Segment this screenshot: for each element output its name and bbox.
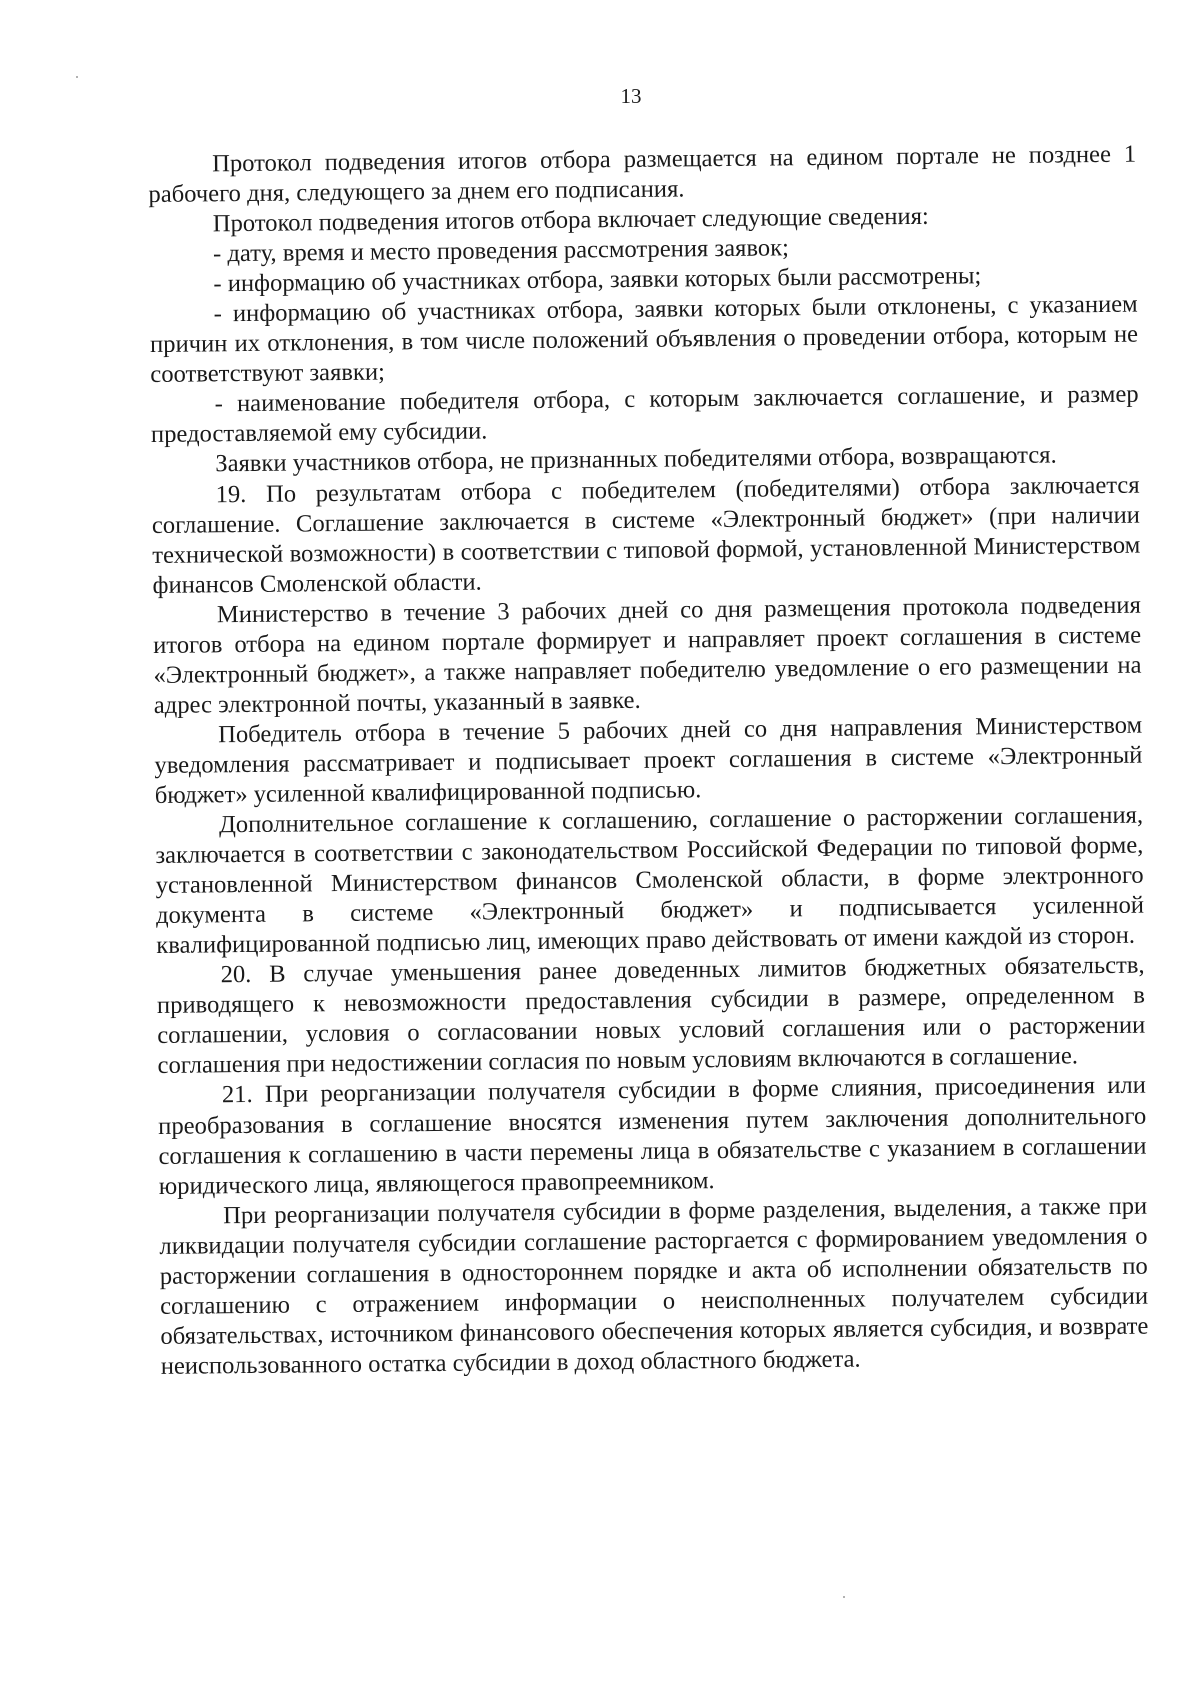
list-item: - информацию об участниках отбора, заявки которых были рассмотрены; — [213, 262, 982, 298]
clause-19: 19. По результатам отбора с победителем (победителями) отбора заключается соглашение. Соглашение заключается в системе «Электронный бюджет» (при наличии технической возможности) в соответствии с типовой формой, установленной Министерством финансов Смоленской области. — [151, 471, 1141, 599]
scan-speck — [76, 76, 78, 78]
paragraph: Протокол подведения итогов отбора включает следующие сведения: — [212, 202, 929, 238]
clause-20: 20. В случае уменьшения ранее доведенных лимитов бюджетных обязательств, приводящего к невозможности предоставления субсидии в размере, определенном в соглашении, условия о согласовании новых условий соглашения или о расторжении соглашения при недостижении согласия по новым условиям включаются в соглашение. — [156, 951, 1146, 1080]
paragraph: Протокол подведения итогов отбора размещается на едином портале не позднее 1 рабочего дня, следующего за днем его подписания. — [148, 140, 1137, 209]
paragraph: Заявки участников отбора, не признанных победителями отбора, возвращаются. — [215, 441, 1057, 478]
document-body — [148, 140, 1149, 1382]
paragraph: Победитель отбора в течение 5 рабочих дней со дня направления Министерством уведомления рассматривает и подписывает проект соглашения в системе «Электронный бюджет» усиленной квалифицированной подписью. — [154, 711, 1143, 809]
scan-speck — [843, 1596, 845, 1598]
clause-21: 21. При реорганизации получателя субсидии в форме слияния, присоединения или преобразования в соглашение вносятся изменения путем заключения дополнительного соглашения к соглашению в части перемены лица в обязательстве с указанием в соглашении юридического лица, являющегося правопреемником. — [158, 1072, 1147, 1200]
paragraph: Дополнительное соглашение к соглашению, соглашение о расторжении соглашения, заключается в соответствии с законодательством Российской Федерации по типовой форме, установленной Министерством финансов Смоленской области, в форме электронного документа в системе «Электронный бюджет» и подписывается усиленной квалифицированной подписью лиц, имеющих право действовать от имени каждой из сторон. — [155, 801, 1145, 960]
page-number: 13 — [620, 84, 642, 108]
list-item: - дату, время и место проведения рассмотрения заявок; — [212, 234, 790, 268]
list-item: - наименование победителя отбора, с которым заключается соглашение, и размер предоставляемой ему субсидии. — [150, 381, 1139, 449]
paragraph: Министерство в течение 3 рабочих дней со дня размещения протокола подведения итогов отбора на едином портале формирует и направляет проект соглашения в системе «Электронный бюджет», а также направляет победителю уведомление о его размещении на адрес электронной почты, указанный в заявке. — [153, 591, 1142, 719]
paragraph: При реорганизации получателя субсидии в форме разделения, выделения, а также при ликвидации получателя субсидии соглашение расторгается с формированием уведомления о расторжении соглашения в одностороннем порядке и акта об исполнении обязательств по соглашению с отражением информации о неисполненных получателем субсидии обязательствах, источником финансового обеспечения которых является субсидия, и возврате неиспользованного остатка субсидии в доход областного бюджета. — [159, 1192, 1149, 1380]
list-item: - информацию об участниках отбора, заявки которых были отклонены, с указанием причин их отклонения, в том числе положений объявления о проведении отбора, которым не соответствуют заявки; — [149, 290, 1139, 389]
